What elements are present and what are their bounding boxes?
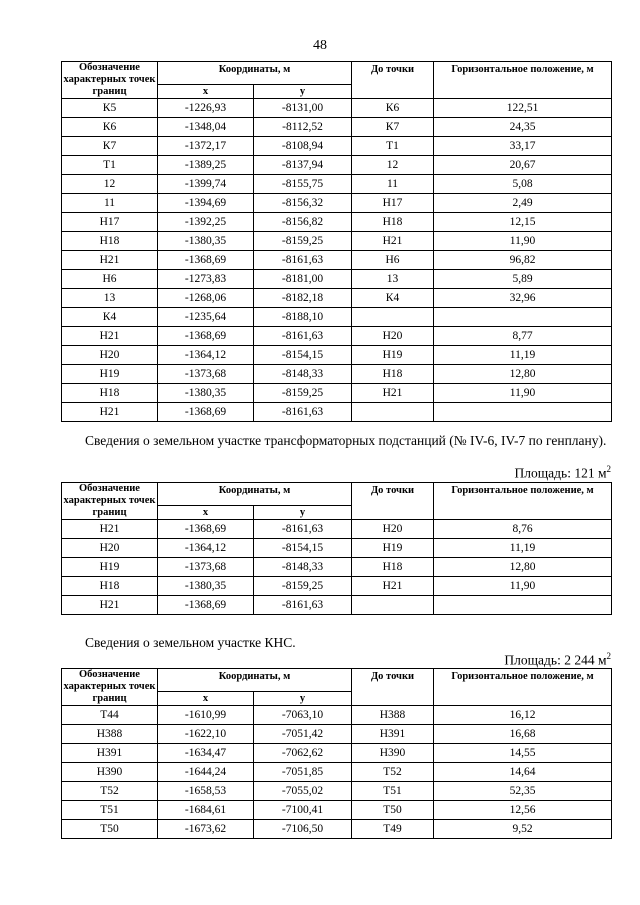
cell-to-point: Н20 <box>352 327 434 346</box>
cell-y: -7063,10 <box>254 706 352 725</box>
table-row <box>62 801 612 820</box>
cell-point: Н21 <box>62 403 158 422</box>
table-row <box>62 251 612 270</box>
cell-to-point: К4 <box>352 289 434 308</box>
table-row <box>62 558 612 577</box>
cell-to-point: Т52 <box>352 763 434 782</box>
cell-to-point: Т49 <box>352 820 434 839</box>
table-row <box>62 232 612 251</box>
cell-x: -1622,10 <box>158 725 254 744</box>
cell-y: -7051,85 <box>254 763 352 782</box>
area-transformer-unit-sup: 2 <box>606 464 611 474</box>
cell-x: -1273,83 <box>158 270 254 289</box>
header-y: y <box>254 506 352 520</box>
cell-distance: 8,77 <box>434 327 612 346</box>
header-coords: Координаты, м <box>158 62 352 85</box>
cell-x: -1364,12 <box>158 539 254 558</box>
header-point: Обозначение характерных точек границ <box>62 483 158 520</box>
table-row <box>62 820 612 839</box>
cell-y: -7051,42 <box>254 725 352 744</box>
cell-x: -1392,25 <box>158 213 254 232</box>
cell-x: -1644,24 <box>158 763 254 782</box>
cell-to-point <box>352 308 434 327</box>
header-coords: Координаты, м <box>158 483 352 506</box>
table-row <box>62 213 612 232</box>
cell-y: -8161,63 <box>254 403 352 422</box>
cell-y: -8108,94 <box>254 137 352 156</box>
cell-to-point: Н21 <box>352 232 434 251</box>
cell-y: -8112,52 <box>254 118 352 137</box>
cell-y: -8161,63 <box>254 596 352 615</box>
coordinates-table-1 <box>61 61 612 422</box>
cell-point: Н18 <box>62 577 158 596</box>
cell-point: К5 <box>62 99 158 118</box>
cell-x: -1610,99 <box>158 706 254 725</box>
cell-to-point: Т50 <box>352 801 434 820</box>
cell-to-point: 11 <box>352 175 434 194</box>
cell-x: -1235,64 <box>158 308 254 327</box>
cell-distance: 12,15 <box>434 213 612 232</box>
cell-distance: 8,76 <box>434 520 612 539</box>
cell-y: -8188,10 <box>254 308 352 327</box>
table-row <box>62 782 612 801</box>
cell-to-point: Н19 <box>352 346 434 365</box>
table-row <box>62 270 612 289</box>
table-row <box>62 403 612 422</box>
cell-y: -7106,50 <box>254 820 352 839</box>
section-transformer-text: Сведения о земельном участке трансформаторных подстанций (№ IV-6, IV-7 по генплану). <box>85 433 607 448</box>
header-point: Обозначение характерных точек границ <box>62 669 158 706</box>
cell-distance: 11,90 <box>434 384 612 403</box>
cell-to-point: Н390 <box>352 744 434 763</box>
area-transformer-label: Площадь: 121 м <box>514 465 607 481</box>
cell-y: -8159,25 <box>254 384 352 403</box>
cell-x: -1684,61 <box>158 801 254 820</box>
coordinates-table-3 <box>61 668 612 839</box>
cell-y: -8148,33 <box>254 558 352 577</box>
cell-to-point: Н6 <box>352 251 434 270</box>
cell-point: Н18 <box>62 232 158 251</box>
cell-to-point: Н19 <box>352 539 434 558</box>
cell-distance <box>434 308 612 327</box>
cell-point: К4 <box>62 308 158 327</box>
header-distance: Горизонтальное положение, м <box>434 62 612 99</box>
area-kns-label: Площадь: 2 244 м <box>504 652 607 668</box>
cell-point: Н19 <box>62 558 158 577</box>
cell-to-point: К7 <box>352 118 434 137</box>
table-row <box>62 365 612 384</box>
table-row <box>62 763 612 782</box>
cell-distance <box>434 596 612 615</box>
cell-to-point: Н18 <box>352 213 434 232</box>
cell-distance: 9,52 <box>434 820 612 839</box>
cell-x: -1226,93 <box>158 99 254 118</box>
cell-to-point: 13 <box>352 270 434 289</box>
cell-x: -1368,69 <box>158 596 254 615</box>
cell-y: -8131,00 <box>254 99 352 118</box>
cell-y: -8159,25 <box>254 577 352 596</box>
cell-x: -1268,06 <box>158 289 254 308</box>
cell-point: Т52 <box>62 782 158 801</box>
table-row <box>62 194 612 213</box>
cell-x: -1394,69 <box>158 194 254 213</box>
table-row <box>62 308 612 327</box>
cell-point: Т44 <box>62 706 158 725</box>
cell-point: Н388 <box>62 725 158 744</box>
table-row <box>62 289 612 308</box>
cell-to-point: Н18 <box>352 365 434 384</box>
area-kns <box>504 651 611 669</box>
cell-distance <box>434 403 612 422</box>
header-x: x <box>158 85 254 99</box>
header-to-point: До точки <box>352 483 434 520</box>
cell-point: Н17 <box>62 213 158 232</box>
cell-to-point: Т51 <box>352 782 434 801</box>
cell-x: -1368,69 <box>158 251 254 270</box>
cell-point: Т51 <box>62 801 158 820</box>
cell-y: -8155,75 <box>254 175 352 194</box>
cell-point: Н20 <box>62 346 158 365</box>
cell-to-point: Н20 <box>352 520 434 539</box>
table-row <box>62 596 612 615</box>
area-transformer <box>515 464 611 482</box>
cell-x: -1373,68 <box>158 558 254 577</box>
area-kns-unit-sup: 2 <box>606 651 611 661</box>
table-row <box>62 327 612 346</box>
cell-y: -8154,15 <box>254 539 352 558</box>
header-x: x <box>158 506 254 520</box>
cell-distance: 11,19 <box>434 539 612 558</box>
cell-point: К7 <box>62 137 158 156</box>
cell-x: -1658,53 <box>158 782 254 801</box>
cell-y: -7100,41 <box>254 801 352 820</box>
cell-y: -8156,82 <box>254 213 352 232</box>
table-row <box>62 725 612 744</box>
cell-distance: 33,17 <box>434 137 612 156</box>
cell-distance: 12,56 <box>434 801 612 820</box>
cell-point: 11 <box>62 194 158 213</box>
cell-x: -1380,35 <box>158 384 254 403</box>
header-coords: Координаты, м <box>158 669 352 692</box>
cell-x: -1673,62 <box>158 820 254 839</box>
cell-y: -8148,33 <box>254 365 352 384</box>
header-distance: Горизонтальное положение, м <box>434 669 612 706</box>
cell-to-point: 12 <box>352 156 434 175</box>
cell-y: -8182,18 <box>254 289 352 308</box>
table-row <box>62 118 612 137</box>
cell-distance: 122,51 <box>434 99 612 118</box>
table-row <box>62 137 612 156</box>
cell-x: -1380,35 <box>158 577 254 596</box>
cell-point: Н21 <box>62 251 158 270</box>
cell-x: -1634,47 <box>158 744 254 763</box>
cell-x: -1364,12 <box>158 346 254 365</box>
cell-distance: 16,68 <box>434 725 612 744</box>
cell-point: 13 <box>62 289 158 308</box>
cell-point: Н21 <box>62 327 158 346</box>
header-y: y <box>254 692 352 706</box>
cell-x: -1368,69 <box>158 403 254 422</box>
cell-distance: 5,89 <box>434 270 612 289</box>
cell-x: -1399,74 <box>158 175 254 194</box>
cell-y: -8159,25 <box>254 232 352 251</box>
section-kns-text: Сведения о земельном участке КНС. <box>85 635 296 650</box>
table-row <box>62 520 612 539</box>
cell-distance: 20,67 <box>434 156 612 175</box>
cell-distance: 16,12 <box>434 706 612 725</box>
cell-point: Н21 <box>62 520 158 539</box>
cell-x: -1389,25 <box>158 156 254 175</box>
cell-y: -8137,94 <box>254 156 352 175</box>
header-point: Обозначение характерных точек границ <box>62 62 158 99</box>
table-row <box>62 99 612 118</box>
cell-distance: 2,49 <box>434 194 612 213</box>
cell-y: -8156,32 <box>254 194 352 213</box>
table-row <box>62 156 612 175</box>
cell-point: Т1 <box>62 156 158 175</box>
cell-x: -1372,17 <box>158 137 254 156</box>
cell-point: 12 <box>62 175 158 194</box>
cell-y: -8161,63 <box>254 251 352 270</box>
cell-to-point: Т1 <box>352 137 434 156</box>
cell-x: -1373,68 <box>158 365 254 384</box>
cell-distance: 32,96 <box>434 289 612 308</box>
cell-distance: 24,35 <box>434 118 612 137</box>
cell-x: -1368,69 <box>158 520 254 539</box>
cell-distance: 11,90 <box>434 232 612 251</box>
cell-point: К6 <box>62 118 158 137</box>
cell-distance: 14,55 <box>434 744 612 763</box>
table-row <box>62 577 612 596</box>
cell-to-point: Н388 <box>352 706 434 725</box>
header-to-point: До точки <box>352 62 434 99</box>
cell-point: Н390 <box>62 763 158 782</box>
cell-y: -8161,63 <box>254 327 352 346</box>
cell-y: -8154,15 <box>254 346 352 365</box>
cell-distance: 12,80 <box>434 365 612 384</box>
cell-point: Т50 <box>62 820 158 839</box>
cell-to-point <box>352 596 434 615</box>
cell-x: -1368,69 <box>158 327 254 346</box>
header-to-point: До точки <box>352 669 434 706</box>
table-row <box>62 744 612 763</box>
table-row <box>62 384 612 403</box>
cell-y: -8161,63 <box>254 520 352 539</box>
cell-distance: 52,35 <box>434 782 612 801</box>
cell-y: -7055,02 <box>254 782 352 801</box>
page-number: 48 <box>313 38 327 53</box>
coordinates-table-2 <box>61 482 612 615</box>
cell-point: Н391 <box>62 744 158 763</box>
section-kns-description <box>61 634 613 652</box>
cell-point: Н6 <box>62 270 158 289</box>
cell-to-point: К6 <box>352 99 434 118</box>
cell-to-point: Н391 <box>352 725 434 744</box>
cell-to-point <box>352 403 434 422</box>
cell-distance: 11,90 <box>434 577 612 596</box>
header-distance: Горизонтальное положение, м <box>434 483 612 520</box>
section-transformer-description <box>61 432 613 450</box>
cell-distance: 96,82 <box>434 251 612 270</box>
cell-to-point: Н18 <box>352 558 434 577</box>
cell-point: Н19 <box>62 365 158 384</box>
cell-x: -1348,04 <box>158 118 254 137</box>
cell-x: -1380,35 <box>158 232 254 251</box>
cell-y: -8181,00 <box>254 270 352 289</box>
table-row <box>62 175 612 194</box>
cell-point: Н20 <box>62 539 158 558</box>
cell-to-point: Н21 <box>352 577 434 596</box>
cell-to-point: Н17 <box>352 194 434 213</box>
cell-distance: 11,19 <box>434 346 612 365</box>
cell-point: Н21 <box>62 596 158 615</box>
cell-y: -7062,62 <box>254 744 352 763</box>
table-row <box>62 346 612 365</box>
header-x: x <box>158 692 254 706</box>
cell-distance: 12,80 <box>434 558 612 577</box>
cell-point: Н18 <box>62 384 158 403</box>
table-row <box>62 539 612 558</box>
cell-distance: 5,08 <box>434 175 612 194</box>
cell-to-point: Н21 <box>352 384 434 403</box>
header-y: y <box>254 85 352 99</box>
table-row <box>62 706 612 725</box>
cell-distance: 14,64 <box>434 763 612 782</box>
